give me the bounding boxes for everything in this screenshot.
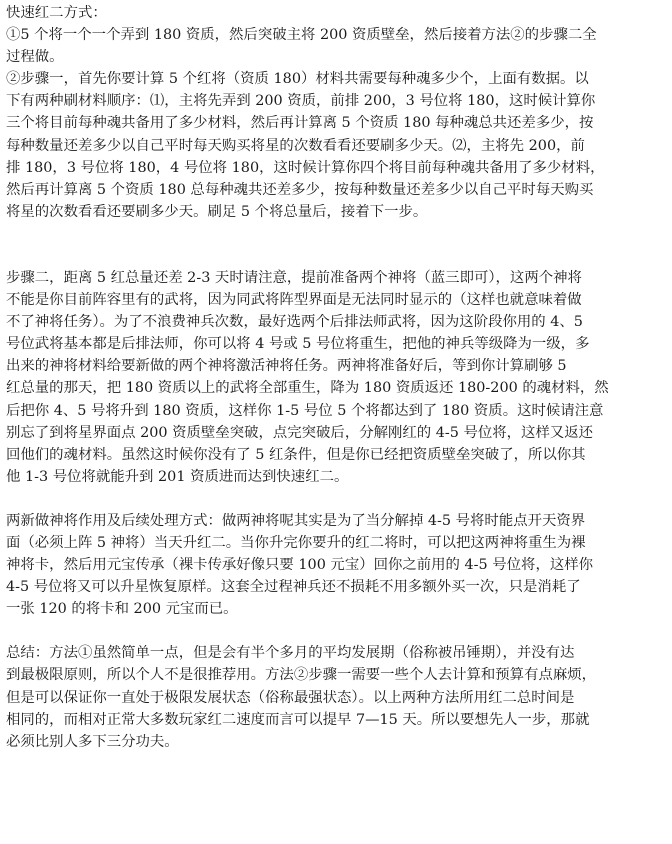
blank-space [6, 223, 666, 267]
text-line: 红总量的那天，把 180 资质以上的武将全部重生，降为 180 资质返还 180-200 的魂材料，然 [6, 380, 609, 397]
text-line: 神将卡，然后用元宝传承（裸卡传承好像只要 100 元宝）回你之前用的 4-5 号位将，这样你 [6, 557, 594, 574]
text-line: 回他们的魂材料。虽然这时候你没有了 5 红条件，但是你已经把资质壁垒突破了，所以你其 [6, 446, 586, 463]
text-line: 别忘了到将星界面点 200 资质壁垒突破，点完突破后，分解刚红的 4-5 号位将，这样又返还 [6, 424, 594, 441]
text-line: 出来的神将材料给要新做的两个神将激活神将任务。两神将准备好后，等到你计算刷够 5 [6, 358, 567, 375]
text-line: 过程做。 [6, 49, 64, 66]
text-line: 排 180，3 号位将 180，4 号位将 180，这时候计算你四个将目前每种魂共备用了多少材料， [6, 159, 605, 176]
paragraph-step-one [6, 68, 666, 223]
text-line: 下有两种刷材料顺序：⑴，主将先弄到 200 资质，前排 200，3 号位将 180，这时候计算你 [6, 93, 596, 110]
text-line: 步骤二，距离 5 红总量还差 2-3 天时请注意，提前准备两个神将（蓝三即可），这两个神将 [6, 269, 582, 286]
text-line: 号位武将基本都是后排法师，你可以将 4 号或 5 号位将重生，把他的神兵等级降为一级，多 [6, 336, 590, 353]
blank-space [6, 488, 666, 510]
text-line: 不能是你目前阵容里有的武将，因为同武将阵型界面是无法同时显示的（这样也就意味着做 [6, 292, 582, 309]
paragraph-step-two [6, 267, 666, 488]
paragraph-intro [6, 2, 666, 68]
text-line: ②步骤一，首先你要计算 5 个红将（资质 180）材料共需要每种魂多少个，上面有数据。以 [6, 71, 589, 88]
text-line: 面（必须上阵 5 神将）当天升红二。当你升完你要升的红二将时，可以把这两神将重生为裸 [6, 534, 586, 551]
text-line: 一张 120 的将卡和 200 元宝而已。 [6, 601, 238, 618]
text-line: ①5 个将一个一个弄到 180 资质，然后突破主将 200 资质壁垒，然后接着方法②的步骤二全 [6, 27, 597, 44]
text-line: 但是可以保证你一直处于极限发展状态（俗称最强状态）。以上两种方法所用红二总时间是 [6, 689, 575, 706]
paragraph-summary [6, 642, 666, 752]
blank-space [6, 620, 666, 642]
text-line: 不了神将任务）。为了不浪费神兵次数，最好选两个后排法师武将，因为这阶段你用的 4、5 [6, 314, 583, 331]
text-line: 后把你 4、5 号将升到 180 资质，这样你 1-5 号位 5 个将都达到了 180 资质。这时候请注意 [6, 402, 604, 419]
text-line: 然后再计算离 5 个资质 180 总每种魂共还差多少，按每种数量还差多少以自己平时每天购买 [6, 181, 594, 198]
text-line: 他 1-3 号位将就能升到 201 资质进而达到快速红二。 [6, 468, 349, 485]
text-line: 到最极限原则，所以个人不是很推荐用。方法②步骤一需要一些个人去计算和预算有点麻烦， [6, 667, 597, 684]
text-line: 每种数量还差多少以自己平时每天购买将星的次数看看还要刷多少天。⑵，主将先 200，前 [6, 137, 585, 154]
paragraph-follow-up [6, 510, 666, 620]
section-title: 快速红二方式： [6, 5, 107, 21]
text-line: 必须比别人多下三分功夫。 [6, 733, 179, 750]
text-line: 相同的，而相对正常大多数玩家红二速度而言可以提早 7—15 天。所以要想先人一步，那就 [6, 711, 590, 728]
text-line: 两新做神将作用及后续处理方式：做两神将呢其实是为了当分解掉 4-5 号将时能点开天资界 [6, 512, 586, 529]
text-line: 将星的次数看看还要刷多少天。刷足 5 个将总量后，接着下一步。 [6, 203, 428, 220]
text-line: 总结：方法①虽然简单一点，但是会有半个多月的平均发展期（俗称被吊锤期），并没有达 [6, 645, 575, 662]
text-line: 三个将目前每种魂共备用了多少材料，然后再计算离 5 个资质 180 每种魂总共还差多少，按 [6, 115, 594, 132]
text-line: 4-5 号位将又可以升星恢复原样。这套全过程神兵还不损耗不用多额外买一次，只是消耗了 [6, 579, 581, 596]
